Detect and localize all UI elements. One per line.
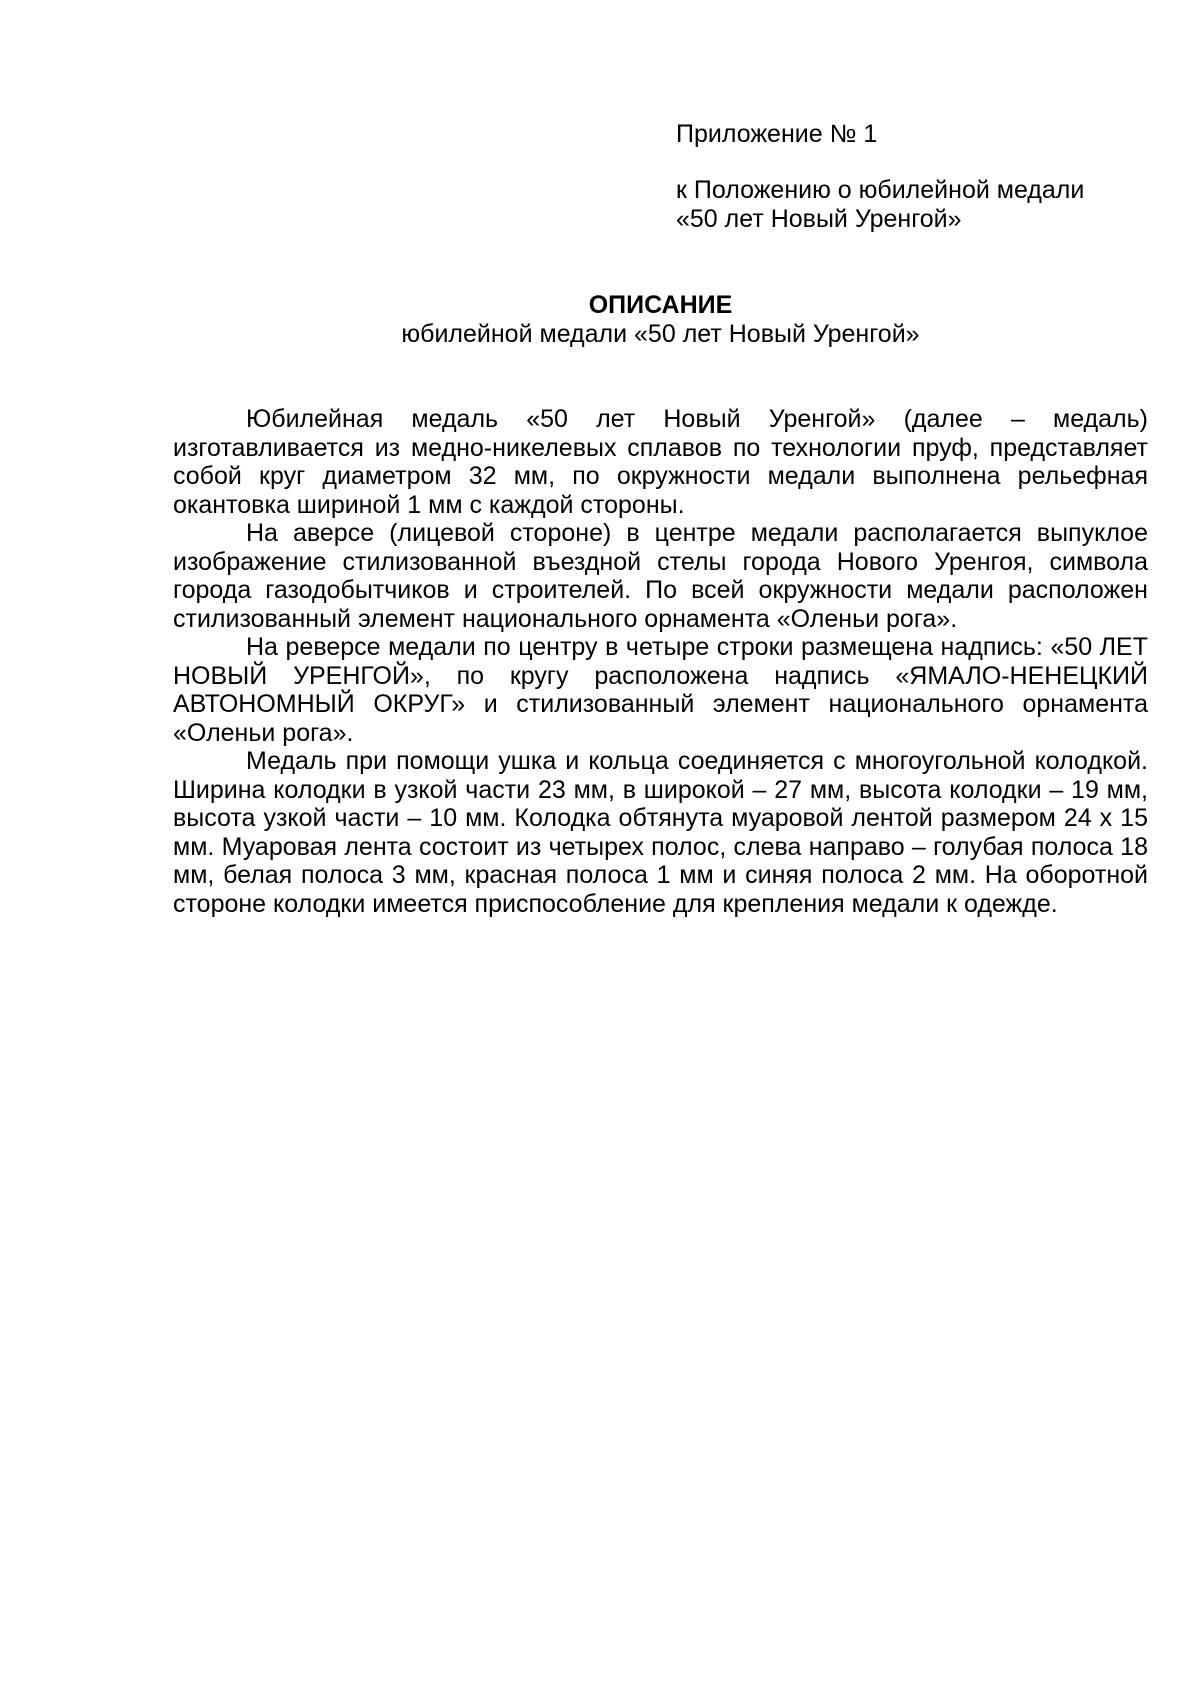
appendix-spacer [676, 149, 1084, 176]
appendix-reference-line-2: «50 лет Новый Уренгой» [676, 205, 962, 233]
appendix-number: Приложение № 1 [676, 120, 878, 148]
appendix-block [676, 120, 1084, 234]
paragraph-reverse: На реверсе медали по центру в четыре строки размещена надпись: «50 ЛЕТ НОВЫЙ УРЕНГОЙ», по кругу расположена надпись «ЯМАЛО-НЕНЕЦКИЙ АВТОНОМНЫЙ ОКРУГ» и стилизованный элемент национального орнамента «Оленьи рога». [173, 633, 1148, 747]
appendix-reference-line-1: к Положению о юбилейной медали [676, 176, 1085, 204]
paragraph-general: Юбилейная медаль «50 лет Новый Уренгой» (далее – медаль) изготавливается из медно-никелевых сплавов по технологии пруф, представляет собой круг диаметром 32 мм, по окружности медали выполнена рельефная окантовка шириной 1 мм с каждой стороны. [173, 405, 1148, 519]
document-subtitle: юбилейной медали «50 лет Новый Уренгой» [401, 320, 920, 348]
paragraph-block-ribbon: Медаль при помощи ушка и кольца соединяется с многоугольной колодкой. Ширина колодки в узкой части 23 мм, в широкой – 27 мм, высота колодки – 19 мм, высота узкой части – 10 мм. Колодка обтянута муаровой лентой размером 24 х 15 мм. Муаровая лента состоит из четырех полос, слева направо – голубая полоса 18 мм, белая полоса 3 мм, красная полоса 1 мм и синяя полоса 2 мм. На оборотной стороне колодки имеется приспособление для крепления медали к одежде. [173, 747, 1148, 918]
paragraph-obverse: На аверсе (лицевой стороне) в центре медали располагается выпуклое изображение стилизованной въездной стелы города Нового Уренгоя, символа города газодобытчиков и строителей. По всей окружности медали расположен стилизованный элемент национального орнамента «Оленьи рога». [173, 519, 1148, 633]
document-heading [173, 291, 1148, 349]
document-title: ОПИСАНИЕ [588, 291, 733, 319]
document-body [173, 405, 1148, 918]
